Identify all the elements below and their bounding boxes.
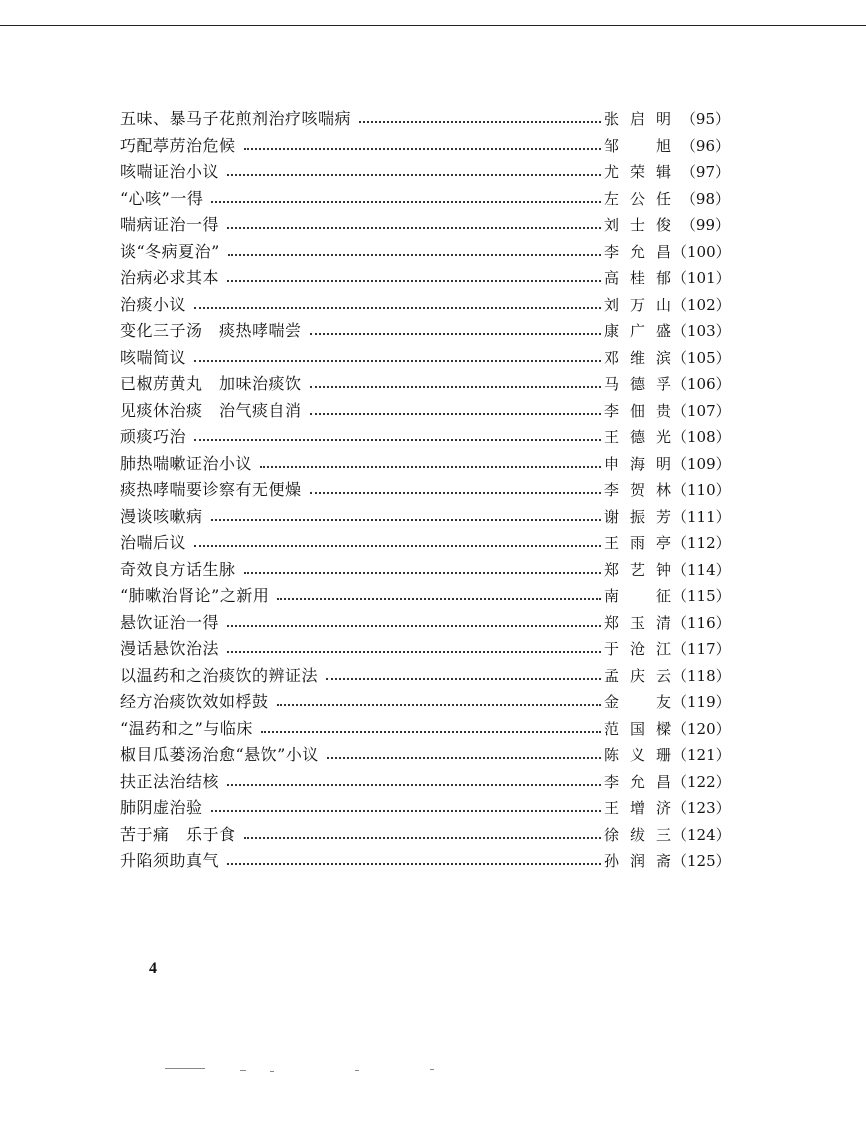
scan-noise: [165, 1068, 205, 1069]
toc-entry[interactable]: [120, 186, 730, 213]
top-rule: [0, 25, 866, 26]
entry-author: 南征: [604, 587, 672, 605]
toc-entry[interactable]: [120, 689, 730, 716]
entry-author: 尤荣辑: [604, 163, 672, 181]
dot-leader: [227, 280, 601, 282]
entry-title: 苦于痛 乐于食: [120, 824, 236, 844]
entry-page-number: （123）: [672, 799, 731, 817]
entry-author: 李允昌: [604, 242, 672, 261]
toc-entry[interactable]: [120, 133, 730, 160]
toc-entry[interactable]: [120, 742, 730, 769]
entry-page-number: （97）: [680, 163, 730, 181]
entry-page-number: （106）: [672, 375, 731, 393]
scan-noise: [430, 1069, 434, 1070]
dot-leader: [310, 413, 601, 415]
toc-entry[interactable]: [120, 292, 730, 319]
entry-page-number: （108）: [672, 428, 731, 446]
dot-leader: [326, 678, 601, 680]
entry-page-number: （102）: [672, 295, 731, 314]
entry-author: 孙润斋: [604, 852, 672, 870]
entry-author: 郑艺钟: [604, 560, 672, 579]
entry-title: 肺热喘嗽证治小议: [120, 453, 253, 473]
entry-page-number: （100）: [672, 242, 731, 261]
toc-entry[interactable]: [120, 477, 730, 504]
toc-entry[interactable]: [120, 424, 730, 451]
dot-leader: [194, 360, 601, 362]
dot-leader: [194, 439, 601, 441]
dot-leader: [211, 201, 601, 203]
dot-leader: [244, 572, 601, 574]
entry-author: 邓维滨: [604, 348, 672, 367]
page-number: 4: [149, 960, 157, 977]
dot-leader: [211, 810, 601, 812]
toc-entry[interactable]: [120, 822, 730, 849]
dot-leader: [194, 307, 601, 309]
dot-leader: [244, 148, 601, 150]
dot-leader: [227, 651, 601, 653]
entry-page-number: （114）: [672, 560, 731, 579]
entry-title: 漫谈咳嗽病: [120, 506, 203, 526]
entry-title: “温药和之”与临床: [120, 718, 253, 738]
toc-entry[interactable]: [120, 398, 730, 425]
toc-entry[interactable]: [120, 451, 730, 478]
entry-author: 王雨亭: [604, 534, 672, 552]
toc-entry[interactable]: [120, 530, 730, 557]
toc-entry[interactable]: [120, 265, 730, 292]
toc-entry[interactable]: [120, 318, 730, 345]
entry-page-number: （116）: [672, 613, 731, 632]
dot-leader: [194, 545, 601, 547]
entry-page-number: （121）: [672, 746, 731, 764]
dot-leader: [227, 227, 601, 229]
entry-page-number: （118）: [672, 666, 731, 685]
table-of-contents: [120, 106, 730, 875]
entry-page-number: （95）: [680, 110, 730, 128]
entry-author: 马德孚: [604, 375, 672, 393]
entry-author: 李佃贵: [604, 401, 672, 420]
entry-title: 治喘后议: [120, 533, 187, 552]
dot-leader: [227, 174, 601, 176]
dot-leader: [211, 519, 601, 521]
entry-title: 奇效良方话生脉: [120, 559, 236, 579]
entry-author: 刘士俊: [604, 216, 672, 234]
entry-page-number: （115）: [672, 587, 731, 605]
entry-title: 咳喘证治小议: [120, 162, 220, 181]
scan-noise: [240, 1070, 246, 1071]
toc-entry[interactable]: [120, 848, 730, 875]
dot-leader: [228, 254, 601, 256]
dot-leader: [310, 333, 601, 335]
entry-title: 肺阴虚治验: [120, 798, 203, 817]
entry-page-number: （107）: [672, 401, 731, 420]
entry-page-number: （96）: [680, 136, 730, 155]
entry-title: 已椒苈黄丸 加味治痰饮: [120, 374, 302, 393]
dot-leader: [261, 731, 601, 733]
dot-leader: [227, 863, 601, 865]
dot-leader: [310, 386, 601, 388]
entry-title: 顽痰巧治: [120, 427, 187, 446]
entry-author: 金友: [604, 693, 672, 711]
entry-page-number: （99）: [680, 216, 730, 234]
entry-title: 扶正法治结核: [120, 771, 220, 791]
entry-page-number: （124）: [672, 825, 731, 844]
entry-title: 悬饮证治一得: [120, 612, 220, 632]
entry-author: 张启明: [604, 110, 672, 128]
dot-leader: [227, 784, 601, 786]
entry-author: 邹旭: [604, 136, 672, 155]
entry-page-number: （119）: [672, 693, 731, 711]
toc-entry[interactable]: [120, 239, 730, 266]
entry-page-number: （103）: [672, 322, 731, 340]
toc-entry[interactable]: [120, 610, 730, 637]
entry-title: 漫话悬饮治法: [120, 639, 220, 658]
entry-title: 治病必求其本: [120, 268, 220, 287]
entry-page-number: （122）: [672, 772, 731, 791]
dot-leader: [227, 625, 601, 627]
dot-leader: [277, 704, 601, 706]
entry-page-number: （117）: [672, 640, 731, 658]
toc-entry[interactable]: [120, 716, 730, 743]
entry-author: 徐绂三: [604, 825, 672, 844]
entry-author: 高桂郁: [604, 269, 672, 287]
entry-page-number: （98）: [680, 189, 730, 208]
entry-author: 左公任: [604, 189, 672, 208]
entry-page-number: （110）: [672, 481, 731, 499]
scan-noise: [355, 1070, 359, 1071]
entry-author: 申海明: [604, 454, 672, 473]
toc-entry[interactable]: [120, 583, 730, 610]
toc-entry[interactable]: [120, 795, 730, 822]
entry-author: 陈义珊: [604, 746, 672, 764]
entry-title: 变化三子汤 痰热哮喘尝: [120, 321, 302, 340]
dot-leader: [327, 757, 601, 759]
dot-leader: [359, 121, 601, 123]
toc-entry[interactable]: [120, 345, 730, 372]
entry-author: 王增济: [604, 799, 672, 817]
entry-page-number: （112）: [672, 534, 731, 552]
dot-leader: [310, 492, 601, 494]
toc-entry[interactable]: [120, 557, 730, 584]
entry-author: 王德光: [604, 428, 672, 446]
entry-author: 郑玉清: [604, 613, 672, 632]
entry-title: 谈“冬病夏治”: [120, 241, 220, 261]
entry-title: “肺嗽治肾论”之新用: [120, 586, 270, 605]
entry-title: 痰热哮喘要诊察有无便燥: [120, 480, 302, 499]
entry-title: 椒目瓜蒌汤治愈“悬饮”小议: [120, 745, 319, 764]
dot-leader: [260, 466, 601, 468]
toc-entry[interactable]: [120, 636, 730, 663]
toc-entry[interactable]: [120, 371, 730, 398]
toc-entry[interactable]: [120, 212, 730, 239]
entry-page-number: （111）: [672, 507, 731, 526]
dot-leader: [277, 598, 601, 600]
entry-author: 于沧江: [604, 640, 672, 658]
entry-title: 五味、暴马子花煎剂治疗咳喘病: [120, 109, 352, 128]
entry-page-number: （109）: [672, 454, 731, 473]
toc-entry[interactable]: [120, 769, 730, 796]
entry-author: 刘万山: [604, 295, 672, 314]
entry-title: “心咳”一得: [120, 188, 204, 208]
entry-author: 李允昌: [604, 772, 672, 791]
entry-title: 喘病证治一得: [120, 215, 220, 234]
entry-title: 巧配葶苈治危候: [120, 135, 236, 155]
dot-leader: [244, 837, 601, 839]
entry-title: 见痰休治痰 治气痰自消: [120, 400, 302, 420]
entry-page-number: （101）: [672, 269, 731, 287]
entry-title: 以温药和之治痰饮的辨证法: [120, 665, 319, 685]
entry-author: 范国樑: [604, 719, 672, 738]
entry-page-number: （105）: [672, 348, 731, 367]
toc-entry[interactable]: [120, 106, 730, 133]
toc-entry[interactable]: [120, 663, 730, 690]
entry-page-number: （120）: [672, 719, 731, 738]
toc-entry[interactable]: [120, 504, 730, 531]
entry-author: 谢振芳: [604, 507, 672, 526]
entry-title: 治痰小议: [120, 294, 187, 314]
toc-entry[interactable]: [120, 159, 730, 186]
entry-author: 李贺林: [604, 481, 672, 499]
entry-title: 经方治痰饮效如桴鼓: [120, 692, 269, 711]
entry-title: 咳喘简议: [120, 347, 187, 367]
entry-title: 升陷须助真气: [120, 851, 220, 870]
scan-noise: [270, 1071, 274, 1072]
entry-page-number: （125）: [672, 852, 731, 870]
entry-author: 康广盛: [604, 322, 672, 340]
entry-author: 孟庆云: [604, 666, 672, 685]
